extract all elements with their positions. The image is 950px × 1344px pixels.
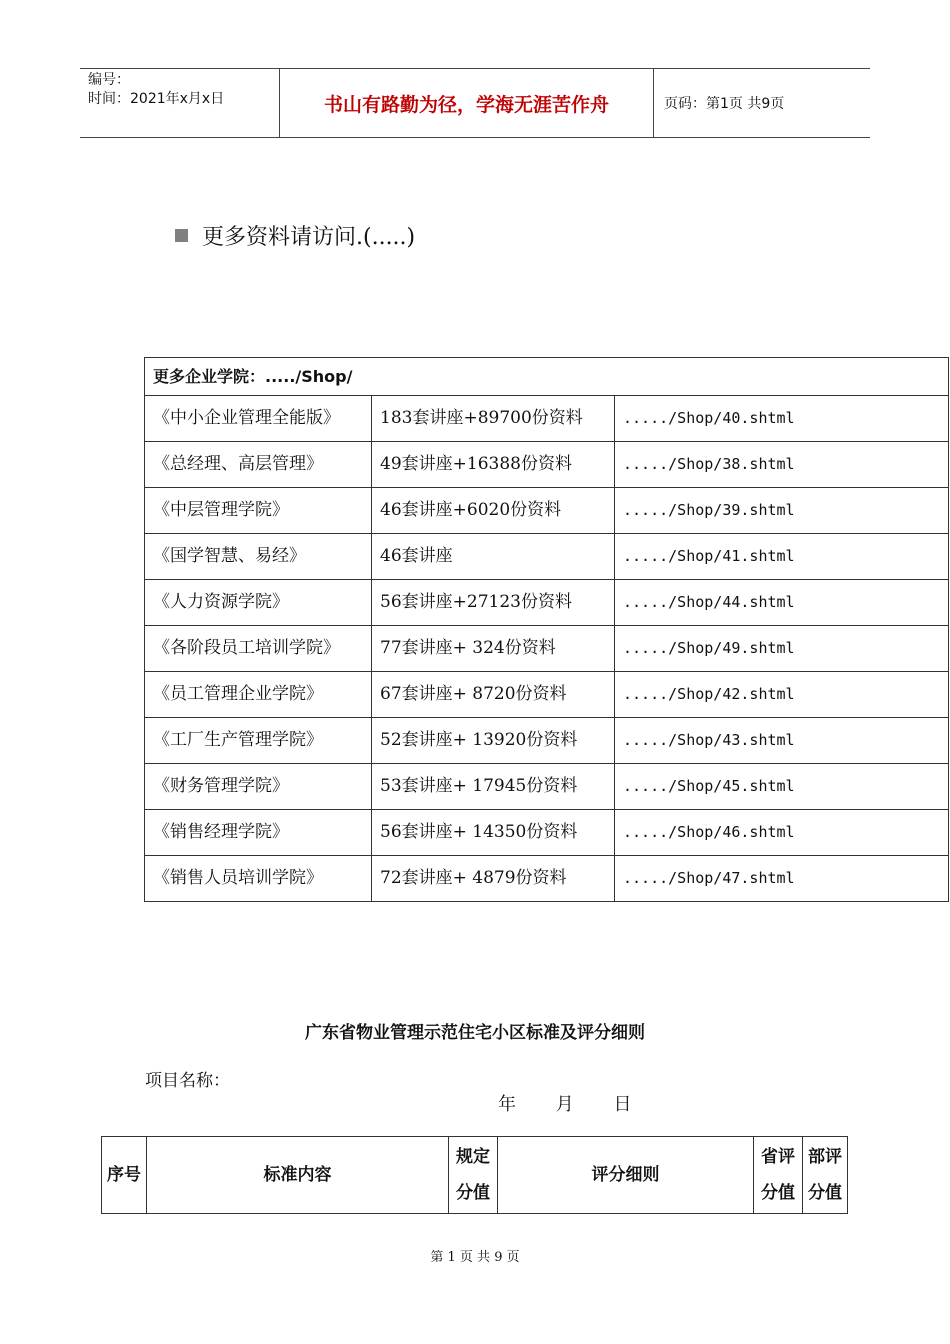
header-meta — [80, 69, 280, 137]
course-name: 《国学智慧、易经》 — [145, 534, 372, 580]
square-bullet-icon — [175, 229, 188, 242]
course-name: 《人力资源学院》 — [145, 580, 372, 626]
course-name: 《中层管理学院》 — [145, 488, 372, 534]
course-desc: 46套讲座 — [372, 534, 615, 580]
date-month: 月 — [555, 1094, 574, 1115]
course-url[interactable]: ...../Shop/42.shtml — [615, 672, 949, 718]
course-desc: 56套讲座+27123份资料 — [372, 580, 615, 626]
course-url[interactable]: ...../Shop/47.shtml — [615, 856, 949, 902]
visit-line — [175, 220, 415, 251]
course-desc: 52套讲座+ 13920份资料 — [372, 718, 615, 764]
col-dept-line2: 分值 — [808, 1183, 842, 1203]
course-desc: 72套讲座+ 4879份资料 — [372, 856, 615, 902]
date-year: 年 — [498, 1094, 516, 1115]
course-url[interactable]: ...../Shop/38.shtml — [615, 442, 949, 488]
col-content: 标准内容 — [147, 1137, 449, 1214]
col-score — [449, 1137, 498, 1214]
table-row — [145, 810, 949, 856]
header-page-info: 页码：第1页 共9页 — [664, 96, 785, 112]
table-row — [145, 718, 949, 764]
document-title: 广东省物业管理示范住宅小区标准及评分细则 — [305, 1023, 645, 1043]
time-label: 时间：2021年x月x日 — [88, 91, 225, 107]
course-url[interactable]: ...../Shop/49.shtml — [615, 626, 949, 672]
course-name: 《员工管理企业学院》 — [145, 672, 372, 718]
course-url[interactable]: ...../Shop/44.shtml — [615, 580, 949, 626]
course-url[interactable]: ...../Shop/41.shtml — [615, 534, 949, 580]
col-score-line2: 分值 — [456, 1183, 490, 1203]
col-seq: 序号 — [102, 1137, 147, 1214]
course-name: 《中小企业管理全能版》 — [145, 396, 372, 442]
course-name: 《销售人员培训学院》 — [145, 856, 372, 902]
project-label: 项目名称： — [145, 1071, 230, 1091]
date-line — [498, 1090, 631, 1116]
table-row — [145, 672, 949, 718]
table-row — [145, 442, 949, 488]
links-table-header-row — [145, 358, 949, 396]
links-table-title: 更多企业学院：...../Shop/ — [145, 358, 949, 396]
date-day: 日 — [613, 1094, 632, 1115]
col-dept-line1: 部评 — [808, 1147, 842, 1167]
course-desc: 49套讲座+16388份资料 — [372, 442, 615, 488]
table-row — [145, 396, 949, 442]
col-score-line1: 规定 — [456, 1147, 490, 1167]
course-url[interactable]: ...../Shop/45.shtml — [615, 764, 949, 810]
header-motto: 书山有路勤为径，学海无涯苦作舟 — [280, 69, 654, 137]
course-url[interactable]: ...../Shop/46.shtml — [615, 810, 949, 856]
col-prov-line1: 省评 — [761, 1147, 795, 1167]
course-url[interactable]: ...../Shop/40.shtml — [615, 396, 949, 442]
page-footer: 第 1 页 共 9 页 — [430, 1250, 520, 1265]
course-desc: 46套讲座+6020份资料 — [372, 488, 615, 534]
course-desc: 56套讲座+ 14350份资料 — [372, 810, 615, 856]
score-table-header — [101, 1136, 848, 1214]
col-prov-line2: 分值 — [761, 1183, 795, 1203]
table-row — [145, 534, 949, 580]
visit-text: 更多资料请访问.(.....) — [202, 225, 416, 250]
course-url[interactable]: ...../Shop/39.shtml — [615, 488, 949, 534]
table-row — [145, 764, 949, 810]
course-desc: 53套讲座+ 17945份资料 — [372, 764, 615, 810]
course-url[interactable]: ...../Shop/43.shtml — [615, 718, 949, 764]
table-row — [145, 488, 949, 534]
course-name: 《销售经理学院》 — [145, 810, 372, 856]
course-name: 《各阶段员工培训学院》 — [145, 626, 372, 672]
links-table — [144, 357, 949, 902]
page-header — [80, 68, 870, 138]
table-row — [145, 856, 949, 902]
course-name: 《总经理、高层管理》 — [145, 442, 372, 488]
col-prov — [754, 1137, 803, 1214]
course-desc: 77套讲座+ 324份资料 — [372, 626, 615, 672]
col-detail: 评分细则 — [498, 1137, 754, 1214]
number-label: 编号： — [88, 72, 130, 88]
score-header-row — [102, 1137, 848, 1214]
course-name: 《财务管理学院》 — [145, 764, 372, 810]
course-name: 《工厂生产管理学院》 — [145, 718, 372, 764]
course-desc: 183套讲座+89700份资料 — [372, 396, 615, 442]
course-desc: 67套讲座+ 8720份资料 — [372, 672, 615, 718]
table-row — [145, 626, 949, 672]
col-dept — [803, 1137, 848, 1214]
table-row — [145, 580, 949, 626]
